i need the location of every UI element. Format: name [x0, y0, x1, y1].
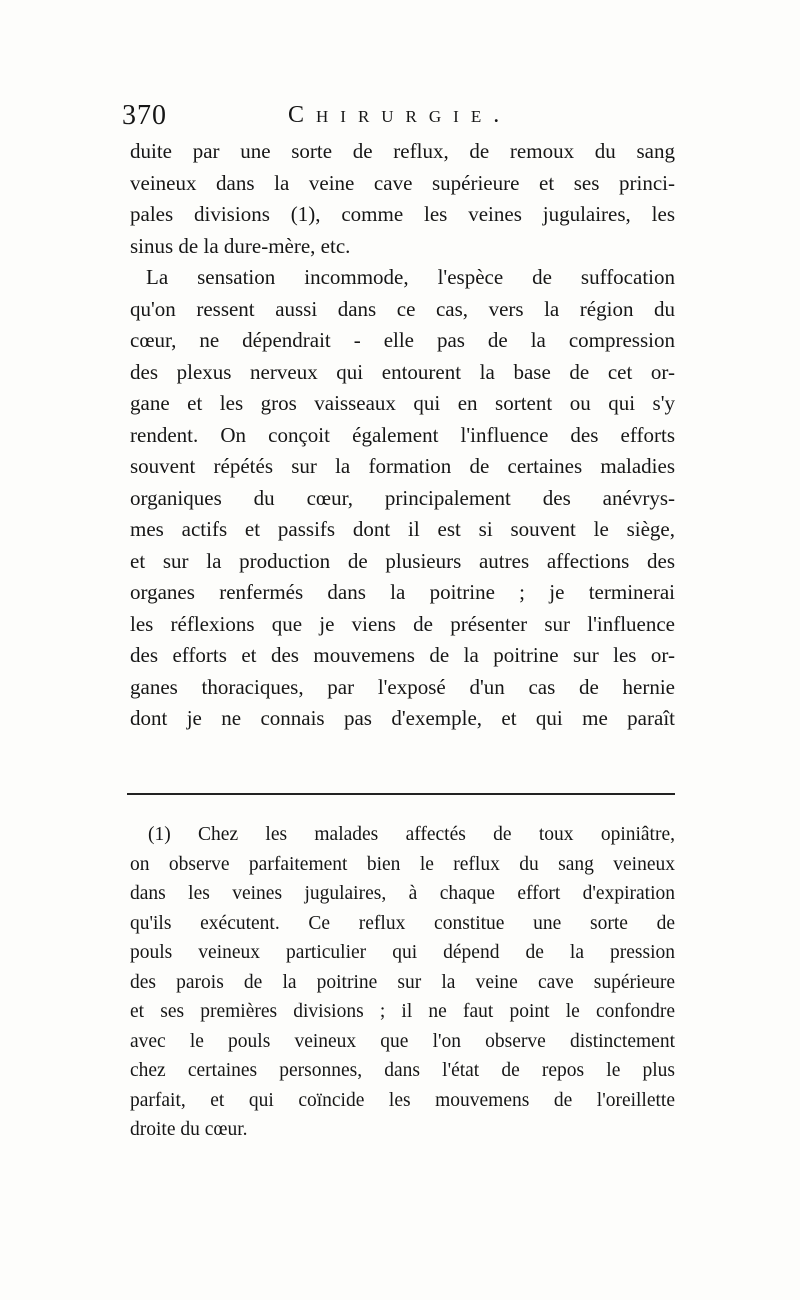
text-line: ganes thoraciques, par l'exposé d'un cas de hernie [130, 674, 675, 699]
footnote-line: pouls veineux particulier qui dépend de la pression [130, 942, 675, 963]
text-line: qu'on ressent aussi dans ce cas, vers la région du [130, 296, 675, 321]
text-line: des plexus nerveux qui entourent la base de cet or- [130, 359, 675, 384]
page-number: 370 [122, 100, 167, 131]
footnote-line: et ses premières divisions ; il ne faut point le confondre [130, 1001, 675, 1022]
text-line: mes actifs et passifs dont il est si souvent le siège, [130, 517, 675, 541]
text-line: souvent répétés sur la formation de certaines maladies [130, 454, 675, 478]
text-line: sinus de la dure-mère, etc. [130, 233, 351, 258]
text-line: veineux dans la veine cave supérieure et ses princi- [130, 170, 675, 195]
footnote-line: (1) Chez les malades affectés de toux opiniâtre, [148, 824, 675, 845]
text-line: pales divisions (1), comme les veines jugulaires, les [130, 202, 675, 226]
text-line: et sur la production de plusieurs autres affections des [130, 548, 675, 573]
text-line: les réflexions que je viens de présenter sur l'influence [130, 611, 675, 636]
main-text [130, 136, 675, 735]
footnote-line: on observe parfaitement bien le reflux du sang veineux [130, 853, 675, 875]
text-line: organiques du cœur, principalement des anévrys- [130, 485, 675, 510]
text-line: dont je ne connais pas d'exemple, et qui me paraît [130, 706, 675, 730]
footnote-line: chez certaines personnes, dans l'état de repos le plus [130, 1060, 675, 1081]
text-line: des efforts et des mouvemens de la poitrine sur les or- [130, 643, 675, 667]
footnote-line: droite du cœur. [130, 1119, 248, 1140]
text-line: gane et les gros vaisseaux qui en sortent ou qui s'y [130, 391, 675, 415]
footnote-line: dans les veines jugulaires, à chaque effort d'expiration [130, 883, 675, 904]
footnote-line: qu'ils exécutent. Ce reflux constitue une sorte de [130, 912, 675, 934]
footnote [130, 820, 675, 1145]
text-line: duite par une sorte de reflux, de remoux du sang [130, 139, 675, 163]
text-line: rendent. On conçoit également l'influence des efforts [130, 422, 675, 447]
text-line: organes renfermés dans la poitrine ; je terminerai [130, 580, 675, 604]
footnote-line: parfait, et qui coïncide les mouvemens de l'oreillette [130, 1089, 675, 1111]
running-title: Chirurgie. [288, 102, 512, 128]
footnote-line: des parois de la poitrine sur la veine cave supérieure [130, 971, 675, 993]
page-header [122, 100, 682, 134]
footnote-separator [127, 793, 675, 795]
text-line: La sensation incommode, l'espèce de suffocation [146, 265, 675, 289]
text-line: cœur, ne dépendrait - elle pas de la compression [130, 328, 675, 352]
footnote-line: avec le pouls veineux que l'on observe distinctement [130, 1030, 675, 1052]
